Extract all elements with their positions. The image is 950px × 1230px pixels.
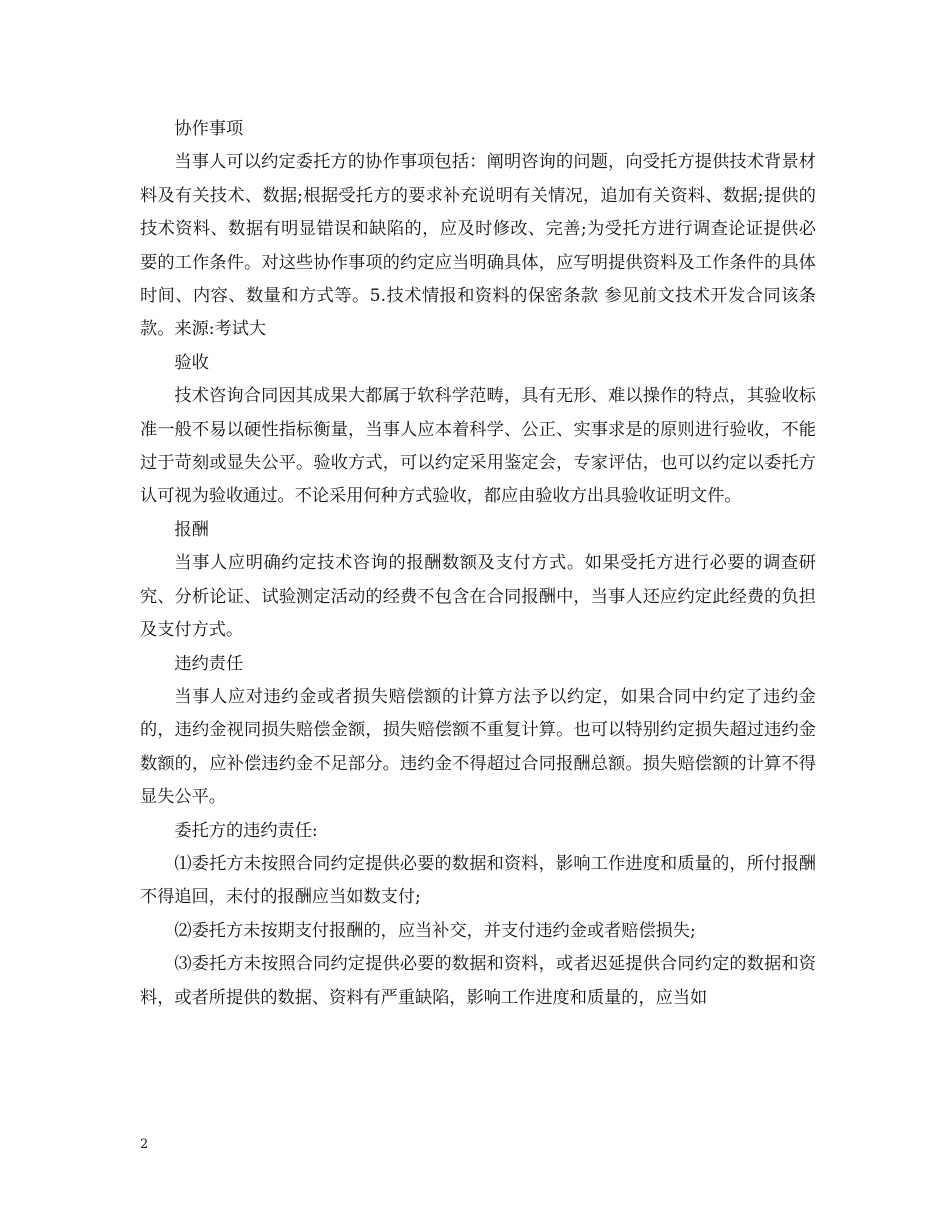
page-number: 2	[140, 1137, 149, 1152]
list-item-2: ⑵委托方未按期支付报酬的，应当补交，并支付违约金或者赔偿损失;	[174, 920, 696, 941]
heading-cooperation: 协作事项	[174, 119, 244, 139]
heading-remuneration: 报酬	[174, 519, 209, 540]
paragraph-liability: 当事人应对违约金或者损失赔偿额的计算方法予以约定，如果合同中约定了违约金的，违约金视同损失赔偿金额，损失赔偿额不重复计算。也可以特别约定损失超过违约金数额的，应补偿违约金不足部分。违约金不得超过合同报酬总额。损失赔偿额的计算不得显失公平。	[140, 686, 816, 808]
document-body	[140, 113, 816, 1015]
heading-liability: 违约责任	[174, 653, 244, 674]
heading-acceptance: 验收	[174, 352, 209, 373]
paragraph-acceptance: 技术咨询合同因其成果大都属于软科学范畴，具有无形、难以操作的特点，其验收标准一般不易以硬性指标衡量，当事人应本着科学、公正、实事求是的原则进行验收，不能过于苛刻或显失公平。验收方式，可以约定采用鉴定会，专家评估，也可以约定以委托方认可视为验收通过。不论采用何种方式验收，都应由验收方出具验收证明文件。	[140, 386, 816, 507]
list-item-3: ⑶委托方未按照合同约定提供必要的数据和资料，或者迟延提供合同约定的数据和资料，或者所提供的数据、资料有严重缺陷，影响工作进度和质量的，应当如	[140, 954, 816, 1008]
paragraph-cooperation: 当事人可以约定委托方的协作事项包括：阐明咨询的问题，向受托方提供技术背景材料及有关技术、数据;根据受托方的要求补充说明有关情况，追加有关资料、数据;提供的技术资料、数据有明显错误和缺陷的，应及时修改、完善;为受托方进行调查论证提供必要的工作条件。对这些协作事项的约定应当明确具体，应写明提供资料及工作条件的具体时间、内容、数量和方式等。5.技术情报和资料的保密条款 参见前文技术开发合同该条款。来源:考试大	[140, 152, 816, 340]
paragraph-remuneration: 当事人应明确约定技术咨询的报酬数额及支付方式。如果受托方进行必要的调查研究、分析论证、试验测定活动的经费不包含在合同报酬中，当事人还应约定此经费的负担及支付方式。	[140, 553, 816, 641]
heading-client-liability: 委托方的违约责任:	[174, 820, 318, 841]
list-item-1: ⑴委托方未按照合同约定提供必要的数据和资料，影响工作进度和质量的，所付报酬不得追回，未付的报酬应当如数支付;	[140, 853, 816, 908]
